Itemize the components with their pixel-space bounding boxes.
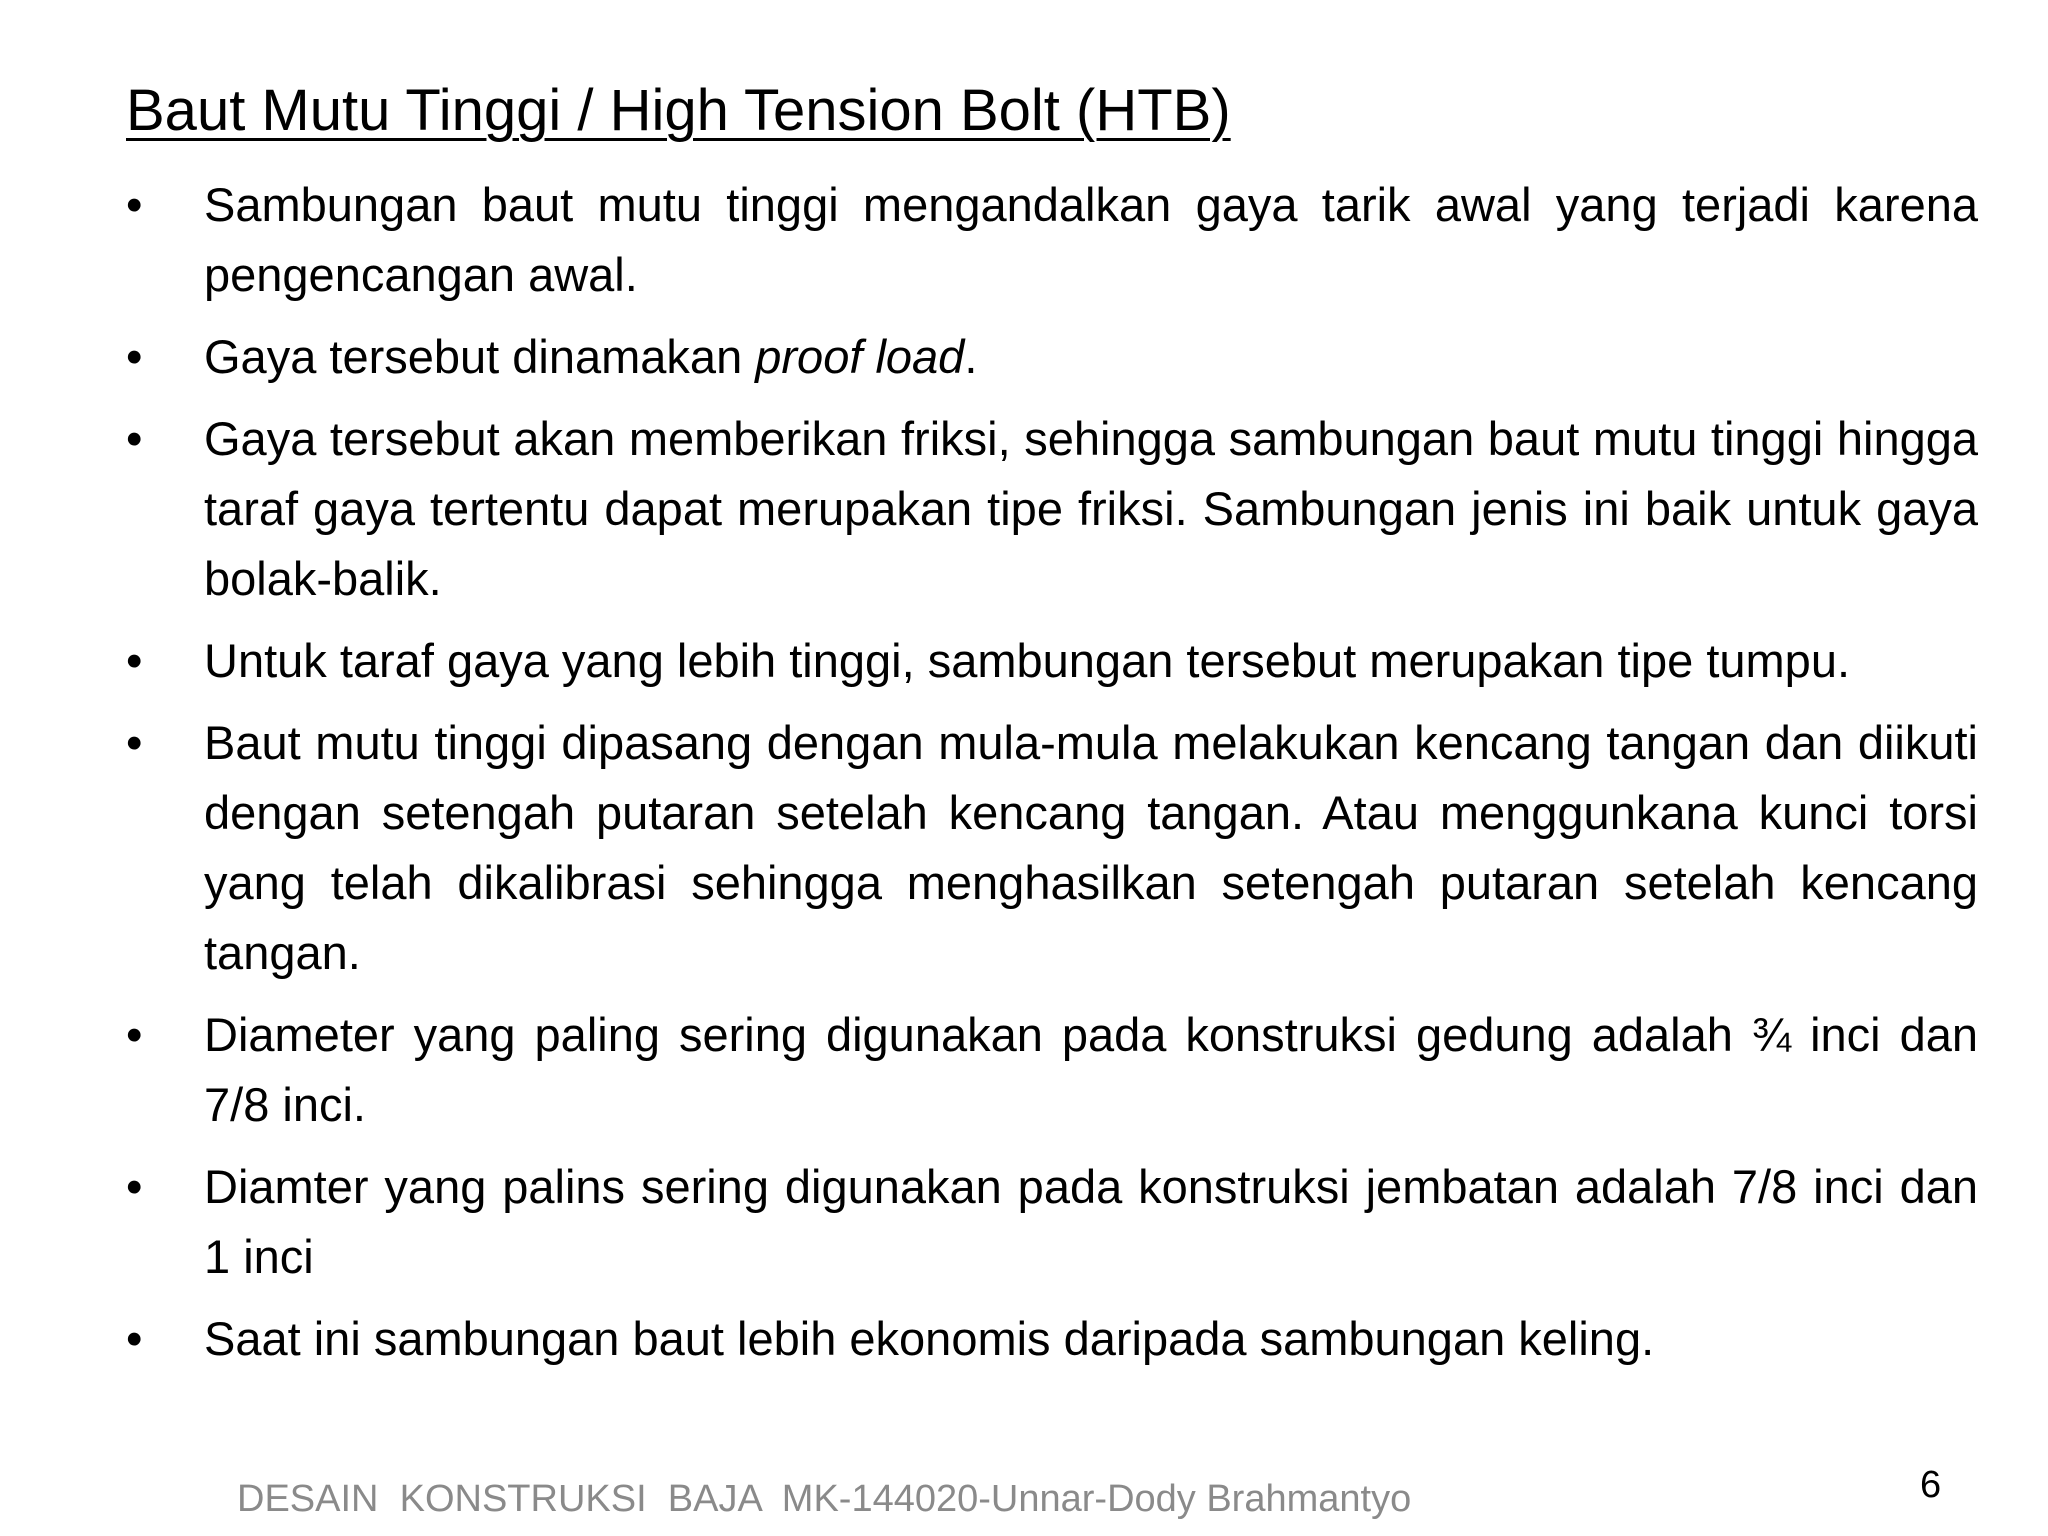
bullet-icon: • xyxy=(126,178,143,231)
bullet-item xyxy=(122,322,1978,392)
bullet-item xyxy=(122,404,1978,614)
bullet-text-end: . xyxy=(964,330,978,383)
bullet-text: Diamter yang palins sering digunakan pada konstruksi jembatan adalah 7/8 inci dan 1 inci xyxy=(204,1160,1978,1283)
slide-footer: DESAIN KONSTRUKSI BAJA MK-144020-Unnar-Dody Brahmantyo xyxy=(237,1478,1412,1520)
bullet-icon: • xyxy=(126,1160,143,1213)
bullet-item xyxy=(122,708,1978,988)
bullet-icon: • xyxy=(126,412,143,465)
bullet-text: Saat ini sambungan baut lebih ekonomis daripada sambungan keling. xyxy=(204,1312,1655,1365)
bullet-icon: • xyxy=(126,1312,143,1365)
bullet-item xyxy=(122,1152,1978,1292)
bullet-text: Gaya tersebut dinamakan xyxy=(204,330,756,383)
bullet-item xyxy=(122,170,1978,310)
bullet-text: Gaya tersebut akan memberikan friksi, sehingga sambungan baut mutu tinggi hingga taraf gaya tertentu dapat merupakan tipe friksi. Sambungan jenis ini baik untuk gaya bolak-balik. xyxy=(204,412,1978,605)
slide-title: Baut Mutu Tinggi / High Tension Bolt (HTB) xyxy=(126,78,1231,143)
bullet-icon: • xyxy=(126,330,143,383)
bullet-icon: • xyxy=(126,1008,143,1061)
bullet-text: Sambungan baut mutu tinggi mengandalkan gaya tarik awal yang terjadi karena pengencangan awal. xyxy=(204,178,1978,301)
bullet-icon: • xyxy=(126,634,143,687)
page-number: 6 xyxy=(1920,1464,1942,1506)
bullet-text: Baut mutu tinggi dipasang dengan mula-mula melakukan kencang tangan dan diikuti dengan setengah putaran setelah kencang tangan. Atau menggunkana kunci torsi yang telah dikalibrasi sehingga menghasilkan setengah putaran setelah kencang tangan. xyxy=(204,716,1978,979)
bullet-item xyxy=(122,1000,1978,1140)
bullet-text-italic: proof load xyxy=(755,330,965,383)
bullet-text: Untuk taraf gaya yang lebih tinggi, sambungan tersebut merupakan tipe tumpu. xyxy=(204,634,1851,687)
bullet-icon: • xyxy=(126,716,143,769)
bullet-list xyxy=(122,170,1978,1386)
bullet-text: Diameter yang paling sering digunakan pada konstruksi gedung adalah ¾ inci dan 7/8 inci. xyxy=(204,1008,1978,1131)
bullet-item xyxy=(122,1304,1978,1374)
bullet-item xyxy=(122,626,1978,696)
